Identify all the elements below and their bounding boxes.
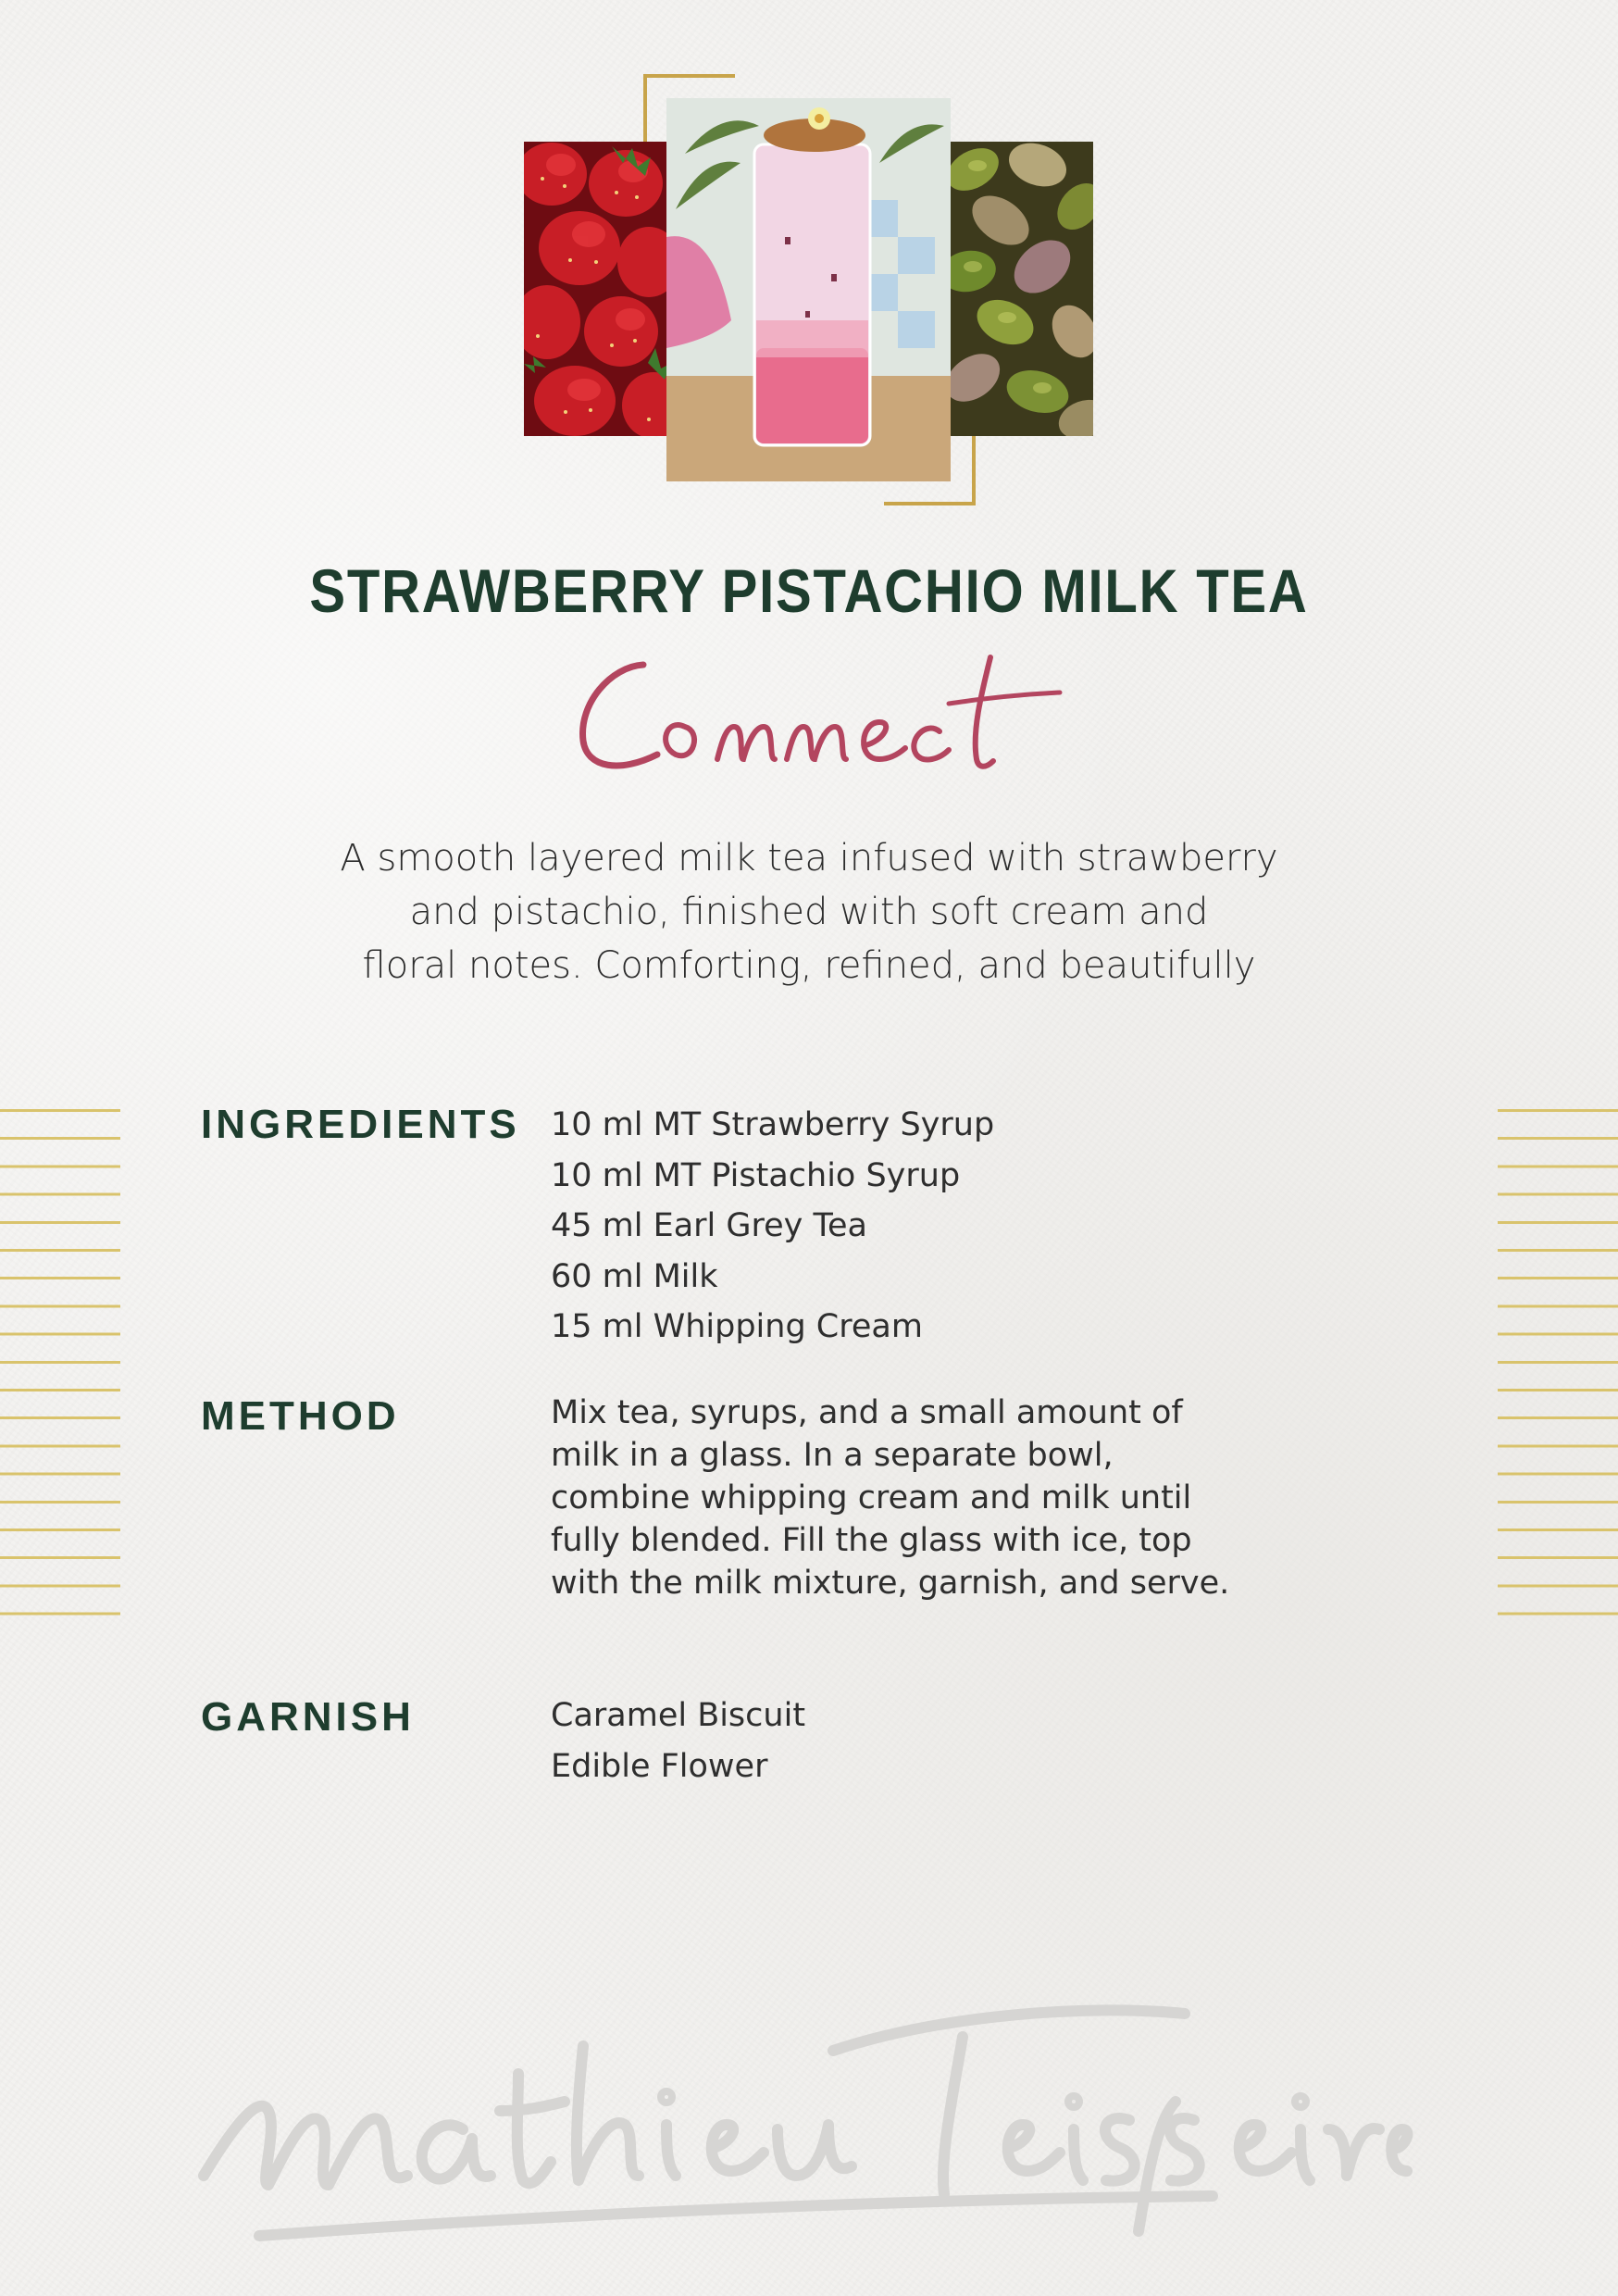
method-line: milk in a glass. In a separate bowl,: [551, 1437, 1114, 1474]
ingredients-list: [551, 1100, 994, 1353]
description-line: A smooth layered milk tea infused with strawberry: [340, 837, 1278, 880]
garnish-heading: GARNISH: [201, 1694, 415, 1740]
garnish-list: [551, 1691, 805, 1791]
pistachios-photo: [950, 142, 1093, 436]
decorative-stripes-left: [0, 1109, 120, 1616]
garnish-item: Caramel Biscuit: [551, 1697, 806, 1734]
method-line: combine whipping cream and milk until: [551, 1479, 1192, 1516]
description-line: floral notes. Comforting, refined, and beautifully: [362, 944, 1256, 987]
description-line: and pistachio, finished with soft cream and: [409, 891, 1209, 933]
ingredient-item: 10 ml MT Pistachio Syrup: [551, 1156, 961, 1194]
method-line: fully blended. Fill the glass with ice, top: [551, 1522, 1192, 1559]
connect-script-logo: [555, 630, 1074, 796]
mathieu-teisseire-signature-logo: [194, 1990, 1425, 2259]
recipe-title: STRAWBERRY PISTACHIO MILK TEA: [309, 556, 1309, 625]
ingredient-item: 60 ml Milk: [551, 1257, 718, 1295]
method-line: Mix tea, syrups, and a small amount of: [551, 1394, 1183, 1431]
method-text: [551, 1391, 1230, 1604]
garnish-item: Edible Flower: [551, 1747, 768, 1785]
milk-tea-glass-photo: [666, 98, 951, 481]
method-heading: METHOD: [201, 1393, 400, 1439]
decorative-stripes-right: [1498, 1109, 1618, 1616]
recipe-description: [309, 831, 1309, 992]
strawberries-photo: [524, 142, 670, 436]
ingredient-item: 45 ml Earl Grey Tea: [551, 1207, 867, 1245]
ingredient-item: 15 ml Whipping Cream: [551, 1308, 923, 1346]
ingredient-item: 10 ml MT Strawberry Syrup: [551, 1106, 995, 1143]
signature-text: mathieu Teisseire: [194, 1990, 203, 1991]
photo-collage: [0, 0, 1618, 518]
ingredients-heading: INGREDIENTS: [201, 1102, 520, 1147]
method-line: with the milk mixture, garnish, and serve.: [551, 1565, 1230, 1602]
